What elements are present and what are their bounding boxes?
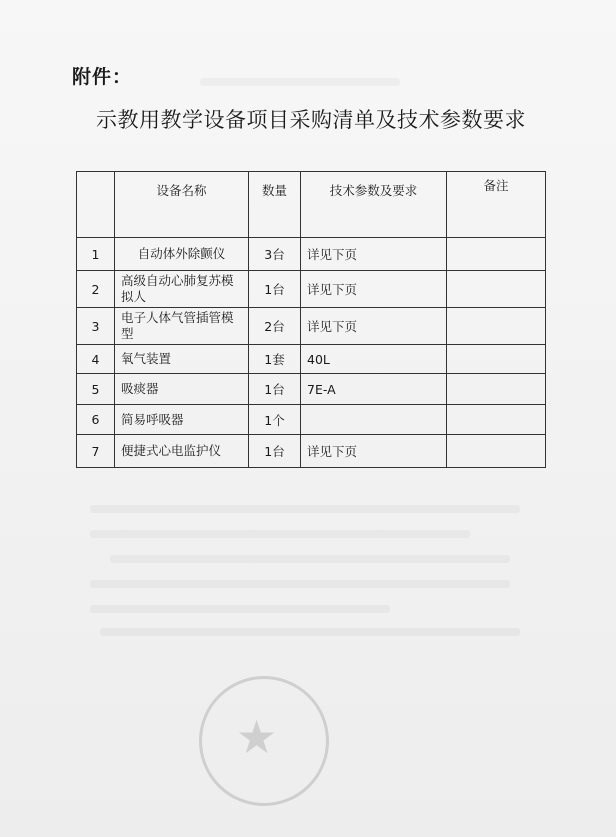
device-remark: [447, 345, 546, 374]
device-spec: 详见下页: [301, 435, 447, 468]
table-row: [77, 345, 546, 374]
bleed-through-line: [200, 78, 400, 86]
bleed-through-line: [90, 505, 520, 513]
device-remark: [447, 374, 546, 405]
device-name: 高级自动心肺复苏模拟人: [115, 271, 249, 308]
device-spec: 7E-A: [301, 374, 447, 405]
table-row: [77, 435, 546, 468]
device-qty: 3台: [249, 238, 301, 271]
table-row: [77, 374, 546, 405]
device-spec: 详见下页: [301, 238, 447, 271]
table-row: [77, 308, 546, 345]
row-number: 4: [77, 345, 115, 374]
col-header-remark: 备注: [447, 172, 546, 238]
page-title: 示教用教学设备项目采购清单及技术参数要求: [96, 108, 526, 132]
device-spec: 详见下页: [301, 271, 447, 308]
device-qty: 1个: [249, 405, 301, 435]
device-name: 自动体外除颤仪: [115, 238, 249, 271]
device-name: 简易呼吸器: [115, 405, 249, 435]
col-header-qty: 数量: [249, 172, 301, 238]
device-qty: 1台: [249, 374, 301, 405]
table-row: [77, 405, 546, 435]
device-name: 氧气装置: [115, 345, 249, 374]
device-spec: [301, 405, 447, 435]
col-header-spec: 技术参数及要求: [301, 172, 447, 238]
device-remark: [447, 308, 546, 345]
device-name: 吸痰器: [115, 374, 249, 405]
bleed-through-line: [110, 555, 510, 563]
table-row: [77, 238, 546, 271]
device-name: 便捷式心电监护仪: [115, 435, 249, 468]
device-remark: [447, 435, 546, 468]
seal-star-icon: ★: [236, 710, 278, 764]
table-row: [77, 271, 546, 308]
col-header-name: 设备名称: [115, 172, 249, 238]
row-number: 3: [77, 308, 115, 345]
bleed-through-line: [100, 628, 520, 636]
device-qty: 1台: [249, 271, 301, 308]
device-name: 电子人体气管插管模型: [115, 308, 249, 345]
device-remark: [447, 238, 546, 271]
device-remark: [447, 405, 546, 435]
device-qty: 2台: [249, 308, 301, 345]
device-qty: 1套: [249, 345, 301, 374]
row-number: 2: [77, 271, 115, 308]
col-header-no: [77, 172, 115, 238]
row-number: 5: [77, 374, 115, 405]
row-number: 1: [77, 238, 115, 271]
procurement-table: [76, 171, 546, 468]
device-qty: 1台: [249, 435, 301, 468]
device-spec: 40L: [301, 345, 447, 374]
table-header-row: [77, 172, 546, 238]
device-remark: [447, 271, 546, 308]
attachment-heading: 附件：: [72, 66, 133, 88]
bleed-through-line: [90, 530, 470, 538]
bleed-through-line: [90, 605, 390, 613]
row-number: 6: [77, 405, 115, 435]
bleed-through-line: [90, 580, 510, 588]
row-number: 7: [77, 435, 115, 468]
device-spec: 详见下页: [301, 308, 447, 345]
